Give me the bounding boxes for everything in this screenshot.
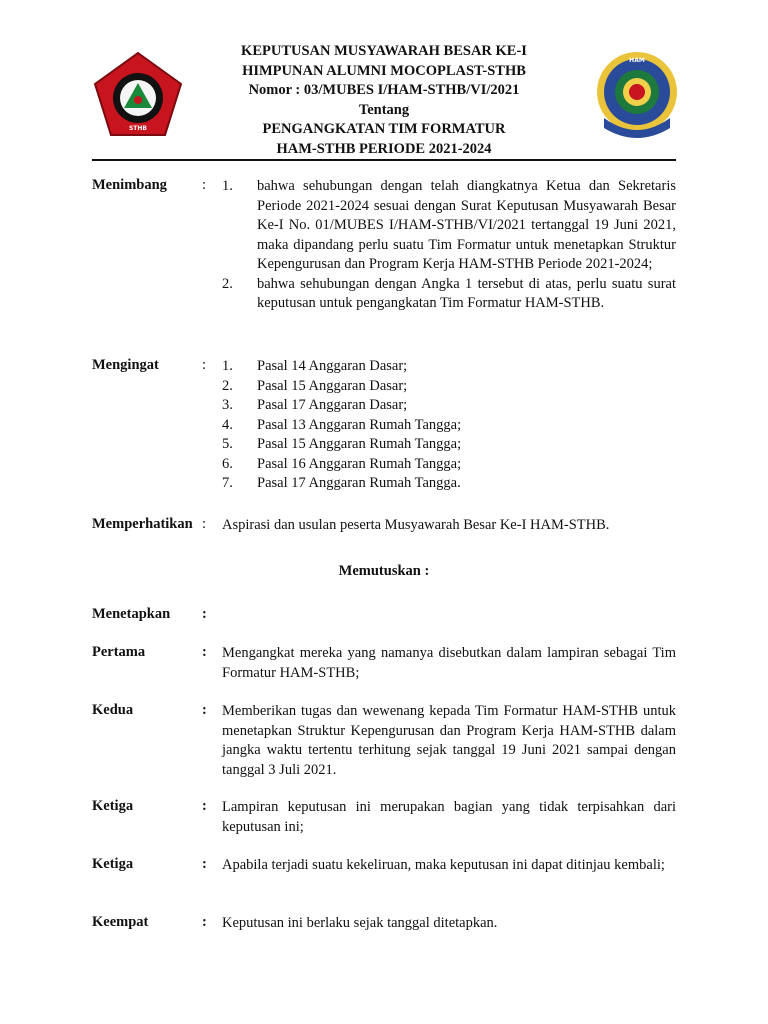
menetapkan-colon: : <box>202 606 207 622</box>
keempat-label: Keempat <box>92 914 149 930</box>
title-line-3: Nomor : 03/MUBES I/HAM-STHB/VI/2021 <box>248 82 520 98</box>
menimbang-list <box>222 177 676 314</box>
pertama-label: Pertama <box>92 644 146 660</box>
memperhatikan-colon: : <box>202 516 207 532</box>
document-title <box>202 42 566 159</box>
list-item: 3. Pasal 17 Anggaran Dasar; <box>222 397 408 413</box>
kedua-text: Memberikan tugas dan wewenang kepada Tim Formatur HAM-STHB untuk menetapkan Struktur Kepengurusan dan Program Kerja HAM-STHB dalam jangka waktu tertentu terhitung sejak tanggal 19 Juni 2021 sampai dengan tanggal 3 Juli 2021. <box>222 703 676 778</box>
list-item: 5. Pasal 15 Anggaran Rumah Tangga; <box>222 436 462 452</box>
memperhatikan-text: Aspirasi dan usulan peserta Musyawarah Besar Ke-I HAM-STHB. <box>222 517 610 533</box>
section-menimbang <box>92 177 676 337</box>
section-keempat <box>92 914 676 934</box>
mengingat-colon: : <box>202 357 207 373</box>
pertama-text: Mengangkat mereka yang namanya disebutkan dalam lampiran sebagai Tim Formatur HAM-STHB; <box>222 645 676 681</box>
title-line-6: HAM-STHB PERIODE 2021-2024 <box>276 140 492 157</box>
list-item: 2. Pasal 15 Anggaran Dasar; <box>222 377 408 394</box>
logo-right-caption: HAM <box>629 57 645 64</box>
list-item: 6. Pasal 16 Anggaran Rumah Tangga; <box>222 455 462 472</box>
memperhatikan-label: Memperhatikan <box>92 516 193 532</box>
menimbang-label: Menimbang <box>92 177 167 193</box>
section-menetapkan <box>92 606 676 626</box>
keempat-text: Keputusan ini berlaku sejak tanggal ditetapkan. <box>222 915 498 931</box>
section-memperhatikan <box>92 516 676 536</box>
letterhead <box>92 40 676 160</box>
sthb-logo <box>92 50 184 138</box>
ketiga-1-text: Lampiran keputusan ini merupakan bagian yang tidak terpisahkan dari keputusan ini; <box>222 799 676 835</box>
list-item: 4. Pasal 13 Anggaran Rumah Tangga; <box>222 416 462 433</box>
title-line-4: Tentang <box>358 101 410 118</box>
pertama-colon: : <box>202 644 207 660</box>
section-ketiga-2 <box>92 856 676 896</box>
section-ketiga-1 <box>92 798 676 838</box>
memutuskan-heading: Memutuskan : <box>338 563 430 579</box>
ketiga-1-label: Ketiga <box>92 798 134 814</box>
logo-left-caption: STHB <box>128 125 148 132</box>
section-kedua <box>92 702 676 782</box>
title-line-2: HIMPUNAN ALUMNI MOCOPLAST-STHB <box>242 62 526 79</box>
menimbang-colon: : <box>202 177 207 193</box>
keempat-colon: : <box>202 914 207 930</box>
mengingat-list <box>222 357 676 494</box>
list-item: 2. bahwa sehubungan dengan Angka 1 tersebut di atas, perlu suatu surat keputusan untuk pengangkatan Tim Formatur HAM-STHB. <box>222 275 676 311</box>
header-divider <box>92 159 676 161</box>
list-item: 7. Pasal 17 Anggaran Rumah Tangga. <box>222 475 461 491</box>
ketiga-2-text: Apabila terjadi suatu kekeliruan, maka keputusan ini dapat ditinjau kembali; <box>222 857 665 873</box>
ketiga-2-label: Ketiga <box>92 856 134 872</box>
menetapkan-label: Menetapkan <box>92 606 171 622</box>
title-line-1: KEPUTUSAN MUSYAWARAH BESAR KE-I <box>241 43 527 59</box>
list-item: 1. bahwa sehubungan dengan telah diangkatnya Ketua dan Sekretaris Periode 2021-2024 sesuai dengan Surat Keputusan Musyawarah Besar Ke-I No. 01/MUBES I/HAM-STHB/VI/2021 tertanggal 19 Juni 2021, maka dipandang perlu suatu Tim Formatur untuk menetapkan Struktur Kepengurusan dan Program Kerja HAM-STHB Periode 2021-2024; <box>222 178 676 272</box>
title-line-5: PENGANGKATAN TIM FORMATUR <box>262 121 506 137</box>
kedua-label: Kedua <box>92 702 134 718</box>
ketiga-1-colon: : <box>202 798 207 814</box>
kedua-colon: : <box>202 702 207 718</box>
ketiga-2-colon: : <box>202 856 207 872</box>
mengingat-label: Mengingat <box>92 357 159 373</box>
list-item: 1. Pasal 14 Anggaran Dasar; <box>222 358 408 374</box>
section-pertama <box>92 644 676 684</box>
section-mengingat <box>92 357 676 497</box>
ham-logo <box>594 48 680 144</box>
